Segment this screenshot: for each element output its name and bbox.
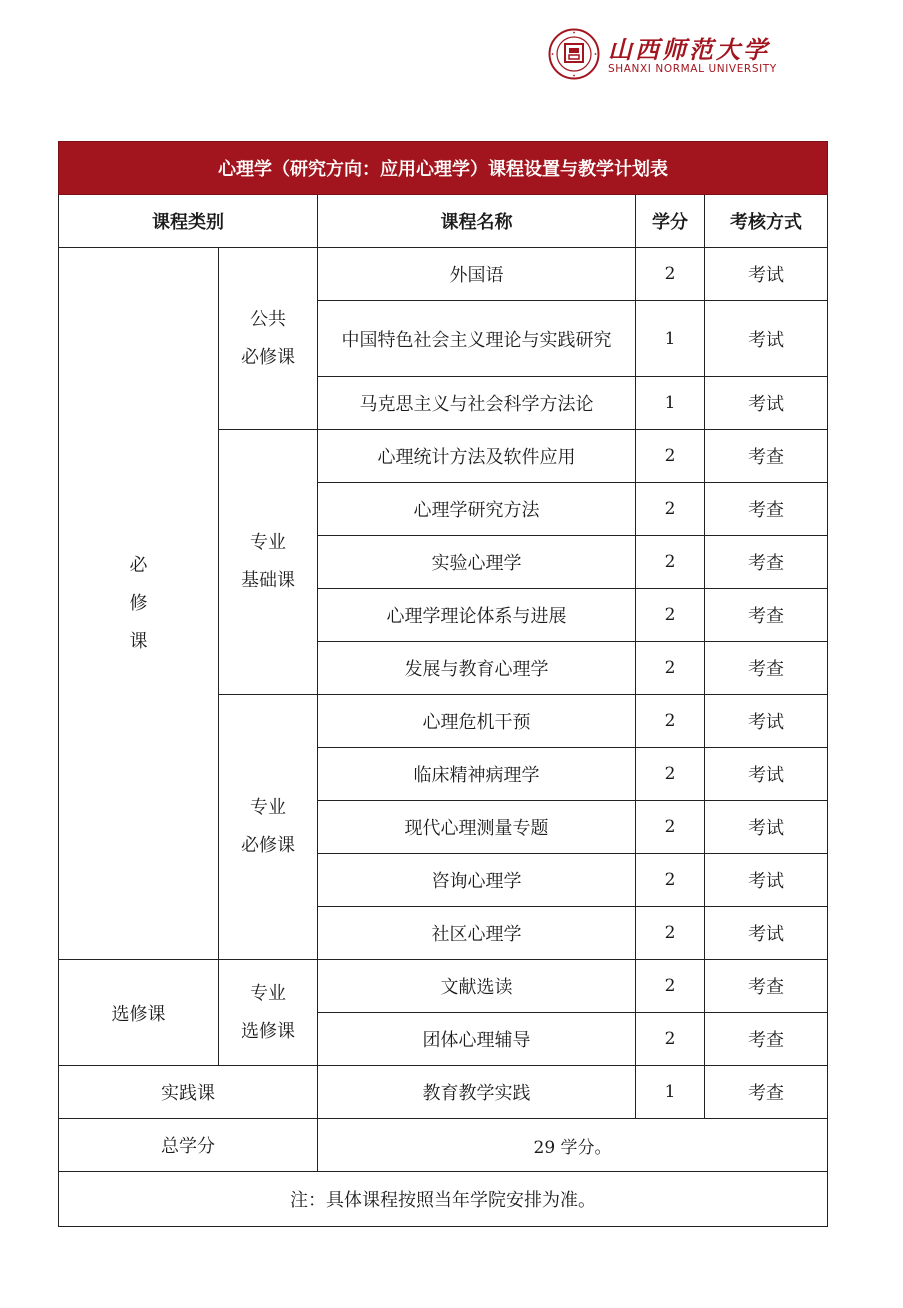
course-credit: 2: [636, 1013, 705, 1066]
header-course: 课程名称: [318, 195, 636, 248]
logo-chinese-name: 山西师范大学: [608, 35, 770, 64]
practice-category: 实践课: [59, 1066, 318, 1119]
course-assessment: 考试: [705, 854, 828, 907]
note-row: [59, 1172, 828, 1227]
course-name: 心理统计方法及软件应用: [318, 430, 636, 483]
course-credit: 2: [636, 748, 705, 801]
group-elective: 专业 选修课: [219, 960, 318, 1066]
course-credit: 2: [636, 642, 705, 695]
course-name: 心理学研究方法: [318, 483, 636, 536]
course-assessment: 考试: [705, 248, 828, 301]
course-name: 咨询心理学: [318, 854, 636, 907]
course-name: 心理学理论体系与进展: [318, 589, 636, 642]
elective-category: 选修课: [59, 960, 219, 1066]
course-credit: 1: [636, 1066, 705, 1119]
course-assessment: 考查: [705, 483, 828, 536]
course-credit: 2: [636, 907, 705, 960]
table-row: [59, 1066, 828, 1119]
course-name: 实验心理学: [318, 536, 636, 589]
header-credit: 学分: [636, 195, 705, 248]
course-name: 临床精神病理学: [318, 748, 636, 801]
group-major: 专业 必修课: [219, 695, 318, 960]
course-assessment: 考查: [705, 1066, 828, 1119]
course-assessment: 考试: [705, 301, 828, 377]
required-category: [59, 248, 219, 960]
course-assessment: 考查: [705, 960, 828, 1013]
course-credit: 2: [636, 589, 705, 642]
course-name: 发展与教育心理学: [318, 642, 636, 695]
note-text: 注：具体课程按照当年学院安排为准。: [59, 1172, 828, 1227]
total-row: [59, 1119, 828, 1172]
course-name: 马克思主义与社会科学方法论: [318, 377, 636, 430]
course-credit: 2: [636, 430, 705, 483]
course-name: 团体心理辅导: [318, 1013, 636, 1066]
course-credit: 2: [636, 854, 705, 907]
total-label: 总学分: [59, 1119, 318, 1172]
course-assessment: 考查: [705, 1013, 828, 1066]
course-name: 现代心理测量专题: [318, 801, 636, 854]
course-credit: 2: [636, 960, 705, 1013]
required-label: 必 修 课: [129, 554, 148, 652]
course-credit: 2: [636, 483, 705, 536]
course-assessment: 考查: [705, 589, 828, 642]
course-assessment: 考查: [705, 642, 828, 695]
table-row: [59, 248, 828, 301]
course-assessment: 考查: [705, 430, 828, 483]
group-public: 公共 必修课: [219, 248, 318, 430]
course-name: 教育教学实践: [318, 1066, 636, 1119]
course-assessment: 考查: [705, 536, 828, 589]
course-assessment: 考试: [705, 695, 828, 748]
course-credit: 1: [636, 377, 705, 430]
logo-english-name: SHANXI NORMAL UNIVERSITY: [608, 63, 777, 75]
course-credit: 2: [636, 695, 705, 748]
group-basic: 专业 基础课: [219, 430, 318, 695]
course-credit: 2: [636, 248, 705, 301]
course-assessment: 考试: [705, 801, 828, 854]
course-name: 心理危机干预: [318, 695, 636, 748]
table-title: 心理学（研究方向：应用心理学）课程设置与教学计划表: [59, 142, 828, 195]
university-seal-icon: [548, 28, 600, 80]
course-name: 社区心理学: [318, 907, 636, 960]
table-row: [59, 960, 828, 1013]
header-assessment: 考核方式: [705, 195, 828, 248]
course-name: 文献选读: [318, 960, 636, 1013]
curriculum-table: [58, 141, 828, 1227]
course-credit: 2: [636, 801, 705, 854]
course-assessment: 考试: [705, 377, 828, 430]
course-name: 中国特色社会主义理论与实践研究: [318, 301, 636, 377]
university-logo: [548, 28, 798, 84]
course-credit: 1: [636, 301, 705, 377]
header-category: 课程类别: [59, 195, 318, 248]
course-assessment: 考试: [705, 748, 828, 801]
course-assessment: 考试: [705, 907, 828, 960]
course-credit: 2: [636, 536, 705, 589]
course-name: 外国语: [318, 248, 636, 301]
total-value: 29 学分。: [318, 1119, 828, 1172]
